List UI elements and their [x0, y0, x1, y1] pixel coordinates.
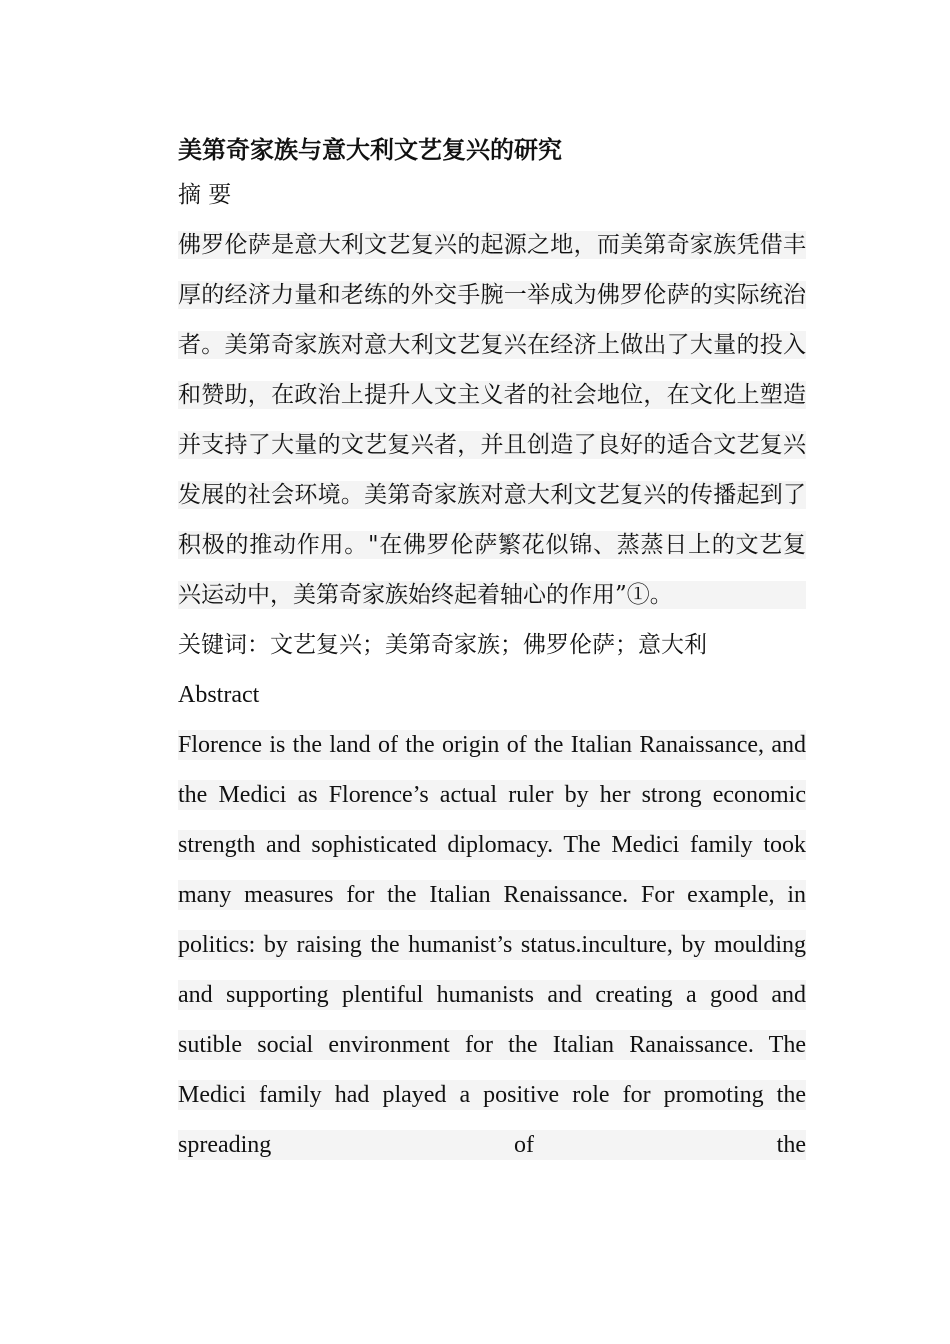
abstract-body-zh: 佛罗伦萨是意大利文艺复兴的起源之地，而美第奇家族凭借丰厚的经济力量和老练的外交手腕一举成为佛罗伦萨的实际统治者。美第奇家族对意大利文艺复兴在经济上做出了大量的投入和赞助，在政治上提升人文主义者的社会地位，在文化上塑造并支持了大量的文艺复兴者，并且创造了良好的适合文艺复兴发展的社会环境。美第奇家族对意大利文艺复兴的传播起到了积极的推动作用。"在佛罗伦萨繁花似锦、蒸蒸日上的文艺复兴运动中，美第奇家族始终起着轴心的作用”①。: [178, 220, 806, 620]
abstract-body-en: Florence is the land of the origin of the Italian Ranaissance, and the Medici as Florence’s actual ruler by her strong economic strength and sophisticated diplomacy. The Medici family took many measures for the Italian Renaissance. For example, in politics: by raising the humanist’s status.inculture, by moulding and supporting plentiful humanists and creating a good and sutible social environment for the Italian Ranaissance. The Medici family had played a positive role for promoting the spreading of the: [178, 720, 806, 1170]
document-page: [178, 130, 806, 1170]
abstract-heading-en: Abstract: [178, 682, 260, 708]
keywords-zh: 关键词：文艺复兴；美第奇家族；佛罗伦萨；意大利: [178, 632, 707, 658]
document-title: 美第奇家族与意大利文艺复兴的研究: [178, 136, 562, 164]
abstract-heading-zh: 摘 要: [178, 182, 232, 208]
